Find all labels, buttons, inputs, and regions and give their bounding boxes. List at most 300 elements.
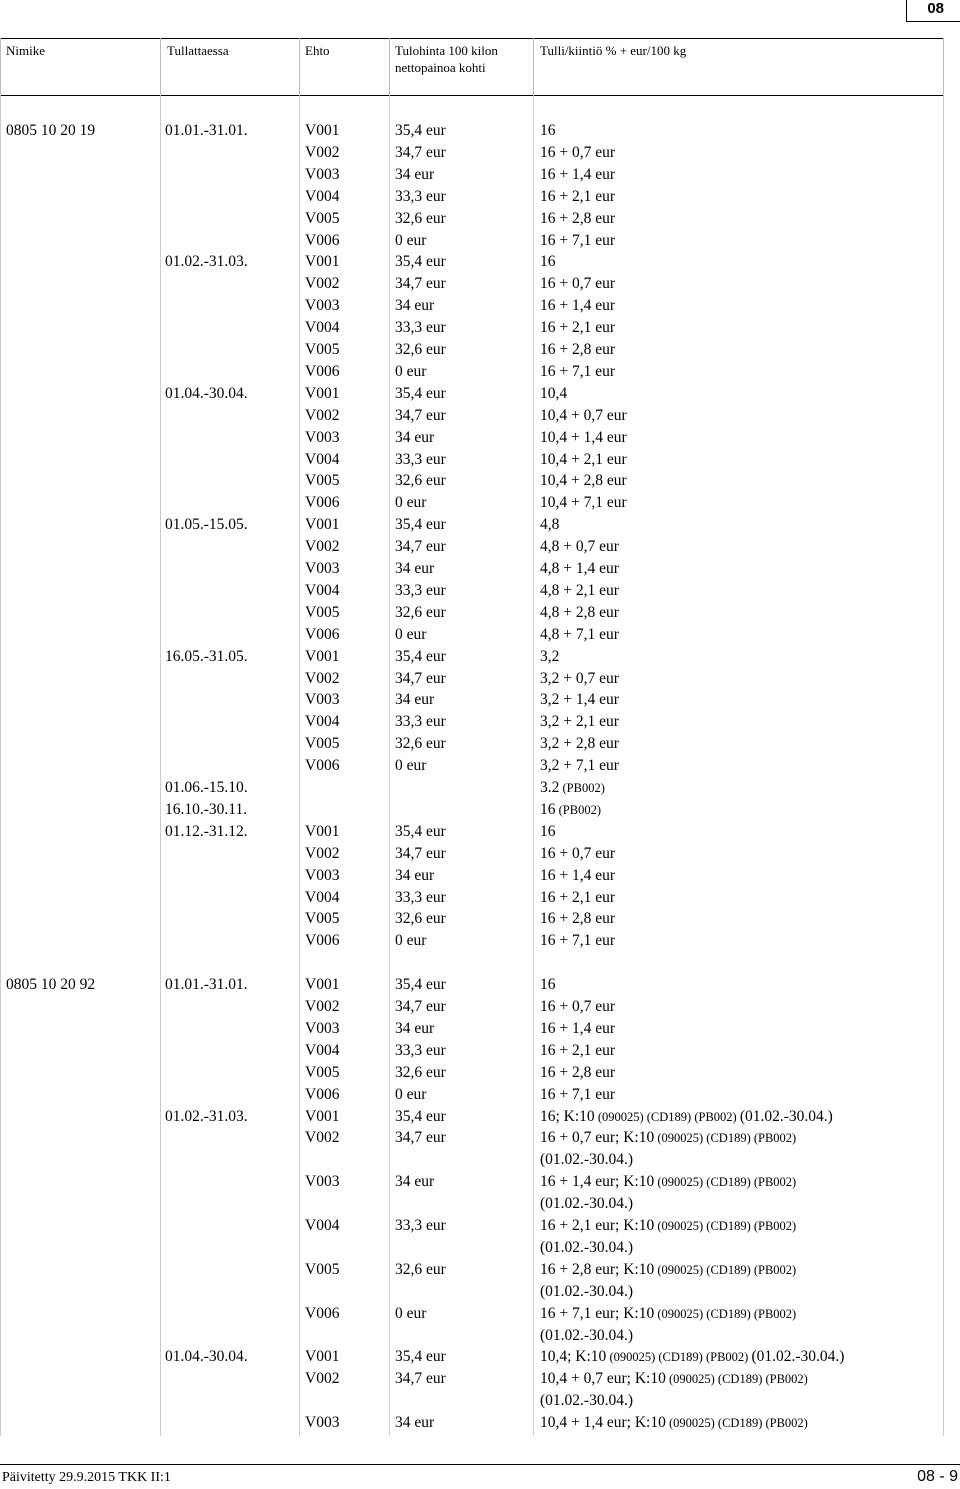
table-row xyxy=(0,251,944,273)
tariff-table xyxy=(0,96,944,1436)
duty-cell xyxy=(540,668,619,690)
entry-price-cell: 35,4 eur xyxy=(395,384,446,402)
period-cell: 01.02.-31.03. xyxy=(165,253,248,271)
table-row xyxy=(0,799,944,821)
table-row xyxy=(0,1281,944,1303)
duty-cell xyxy=(540,1193,633,1215)
duty-cell xyxy=(540,799,601,821)
entry-price-cell: 35,4 eur xyxy=(395,976,446,994)
entry-price-cell: 34,7 eur xyxy=(395,275,446,293)
entry-price-cell: 0 eur xyxy=(395,362,427,380)
duty-cell xyxy=(540,1106,833,1128)
entry-price-cell: 0 eur xyxy=(395,757,427,775)
table-row xyxy=(0,1346,944,1368)
duty-value: 10,4 xyxy=(540,384,568,402)
entry-price-cell: 33,3 eur xyxy=(395,1217,446,1234)
condition-cell: V001 xyxy=(305,1107,340,1125)
duty-cell xyxy=(540,580,619,602)
duty-value: 10,4 + 0,7 eur; K:10 xyxy=(540,1370,666,1388)
condition-cell: V006 xyxy=(305,494,340,512)
entry-price-cell: 33,3 eur xyxy=(395,450,446,468)
duty-value: 16 + 7,1 eur xyxy=(540,932,616,950)
header-divider xyxy=(533,38,534,96)
duty-value: 4,8 + 2,1 eur xyxy=(540,581,619,599)
condition-cell: V005 xyxy=(305,603,340,621)
duty-cell xyxy=(540,843,615,865)
entry-price-cell: 35,4 eur xyxy=(395,1107,446,1125)
duty-value: 16 xyxy=(540,800,556,818)
duty-cell xyxy=(540,405,627,427)
condition-cell: V002 xyxy=(305,998,340,1015)
entry-price-cell: 32,6 eur xyxy=(395,209,446,227)
duty-cell xyxy=(540,514,559,536)
entry-price-cell: 33,3 eur xyxy=(395,187,446,205)
condition-cell: V005 xyxy=(305,209,340,227)
duty-value: 4,8 + 2,8 eur xyxy=(540,603,619,621)
table-row xyxy=(0,120,944,142)
entry-price-cell: 0 eur xyxy=(395,231,427,249)
duty-cell xyxy=(540,1040,615,1062)
duty-value: (01.02.-30.04.) xyxy=(540,1282,633,1300)
entry-price-cell: 32,6 eur xyxy=(395,735,446,753)
condition-cell: V002 xyxy=(305,669,340,687)
entry-price-cell: 34 eur xyxy=(395,297,435,315)
condition-cell: V006 xyxy=(305,625,340,643)
table-row xyxy=(0,558,944,580)
duty-value: 10,4 + 1,4 eur; K:10 xyxy=(540,1414,666,1432)
entry-price-cell: 0 eur xyxy=(395,1304,427,1322)
header-divider xyxy=(299,38,300,96)
table-row xyxy=(0,536,944,558)
duty-value: (01.02.-30.04.) xyxy=(540,1195,633,1213)
table-row xyxy=(0,1303,944,1325)
duty-value: 3,2 + 2,1 eur xyxy=(540,713,619,731)
duty-value: 3,2 + 1,4 eur xyxy=(540,691,619,709)
table-row xyxy=(0,1062,944,1084)
duty-value: (01.02.-30.04.) xyxy=(540,1326,633,1344)
entry-price-cell: 35,4 eur xyxy=(395,253,446,271)
condition-cell: V002 xyxy=(305,1129,340,1147)
condition-cell: V005 xyxy=(305,735,340,753)
duty-cell xyxy=(540,273,615,295)
condition-cell: V005 xyxy=(305,1260,340,1278)
condition-cell: V003 xyxy=(305,866,340,884)
duty-codes: (090025) (CD189) (PB002) xyxy=(654,1219,797,1233)
table-row xyxy=(0,514,944,536)
table-row xyxy=(0,624,944,646)
duty-value: (01.02.-30.04.) xyxy=(540,1151,633,1169)
condition-cell: V006 xyxy=(305,231,340,249)
duty-cell xyxy=(540,536,619,558)
col-header-ehto: Ehto xyxy=(305,43,330,58)
header-divider xyxy=(389,38,390,96)
duty-value: (01.02.-30.04.) xyxy=(540,1392,633,1410)
duty-cell xyxy=(540,974,556,996)
duty-value: 3,2 + 7,1 eur xyxy=(540,757,619,775)
chapter-number: 08 xyxy=(906,0,960,22)
duty-cell xyxy=(540,470,627,492)
duty-value: 3,2 + 2,8 eur xyxy=(540,735,619,753)
duty-value: 16 xyxy=(540,122,556,139)
duty-cell xyxy=(540,186,615,208)
duty-value: 4,8 + 7,1 eur xyxy=(540,625,619,643)
condition-cell: V006 xyxy=(305,757,340,775)
duty-cell xyxy=(540,449,627,471)
duty-value: 16 + 2,1 eur; K:10 xyxy=(540,1217,655,1234)
duty-cell xyxy=(540,908,615,930)
duty-cell xyxy=(540,646,559,668)
duty-value: 16 + 0,7 eur xyxy=(540,844,616,862)
duty-value: 3,2 + 0,7 eur xyxy=(540,669,619,687)
duty-codes: (PB002) xyxy=(559,781,605,795)
entry-price-cell: 32,6 eur xyxy=(395,1260,446,1278)
condition-cell: V002 xyxy=(305,275,340,293)
entry-price-cell: 32,6 eur xyxy=(395,1063,446,1081)
duty-cell xyxy=(540,120,556,142)
duty-value: 16 + 7,1 eur xyxy=(540,1085,616,1103)
table-row xyxy=(0,668,944,690)
duty-value: 16 + 2,1 eur xyxy=(540,888,616,906)
duty-cell xyxy=(540,930,615,952)
period-cell: 01.05.-15.05. xyxy=(165,516,248,534)
duty-value: 16 + 1,4 eur xyxy=(540,1019,616,1037)
duty-cell xyxy=(540,230,615,252)
period-cell: 01.04.-30.04. xyxy=(165,1348,248,1366)
duty-cell xyxy=(540,1237,633,1259)
nimike-cell: 0805 10 20 19 xyxy=(6,122,96,139)
col-header-tulli: Tulli/kiintiö % + eur/100 kg xyxy=(540,43,687,58)
table-row xyxy=(0,1390,944,1412)
table-row xyxy=(0,186,944,208)
table-row xyxy=(0,1106,944,1128)
duty-value: (01.02.-30.04.) xyxy=(540,1238,633,1256)
table-row xyxy=(0,930,944,952)
table-row xyxy=(0,1237,944,1259)
duty-cell xyxy=(540,1281,633,1303)
condition-cell: V004 xyxy=(305,713,340,731)
header-top-rule xyxy=(0,38,944,39)
table-row xyxy=(0,974,944,996)
duty-value: 16 + 7,1 eur xyxy=(540,362,616,380)
condition-cell: V003 xyxy=(305,428,340,446)
duty-period: (01.02.-30.04.) xyxy=(739,1107,833,1125)
duty-codes: (090025) (CD189) (PB002) xyxy=(654,1175,797,1190)
condition-cell: V001 xyxy=(305,384,340,402)
table-row xyxy=(0,273,944,295)
table-row xyxy=(0,427,944,449)
table-row xyxy=(0,1193,944,1215)
period-cell: 01.02.-31.03. xyxy=(165,1107,248,1125)
condition-cell: V002 xyxy=(305,538,340,556)
condition-cell: V001 xyxy=(305,822,340,840)
page-footer xyxy=(0,1464,960,1488)
table-row xyxy=(0,646,944,668)
table-row xyxy=(0,777,944,799)
condition-cell: V004 xyxy=(305,1217,340,1234)
table-row xyxy=(0,1215,944,1237)
condition-cell: V002 xyxy=(305,406,340,424)
duty-cell xyxy=(540,1412,808,1434)
duty-cell xyxy=(540,383,567,405)
condition-cell: V004 xyxy=(305,319,340,337)
duty-cell xyxy=(540,339,615,361)
duty-value: 16 + 0,7 eur xyxy=(540,275,616,293)
duty-value: 16 + 1,4 eur xyxy=(540,297,616,315)
duty-codes: (PB002) xyxy=(555,802,601,817)
header-divider xyxy=(0,38,1,96)
duty-cell xyxy=(540,317,615,339)
duty-cell xyxy=(540,755,619,777)
entry-price-cell: 33,3 eur xyxy=(395,713,446,731)
duty-cell xyxy=(540,1368,808,1390)
table-row xyxy=(0,996,944,1018)
table-row xyxy=(0,711,944,733)
entry-price-cell: 34,7 eur xyxy=(395,1129,446,1147)
duty-codes: (090025) (CD189) (PB002) xyxy=(606,1350,752,1365)
duty-value: 10,4; K:10 xyxy=(540,1348,607,1366)
condition-cell: V005 xyxy=(305,472,340,490)
table-row xyxy=(0,1171,944,1193)
duty-value: 16 xyxy=(540,976,556,994)
duty-value: 16 + 7,1 eur; K:10 xyxy=(540,1304,655,1322)
duty-value: 16 + 0,7 eur xyxy=(540,143,616,161)
entry-price-cell: 34 eur xyxy=(395,560,435,577)
entry-price-cell: 35,4 eur xyxy=(395,516,446,534)
table-row xyxy=(0,1368,944,1390)
condition-cell: V002 xyxy=(305,844,340,862)
table-row xyxy=(0,843,944,865)
entry-price-cell: 33,3 eur xyxy=(395,888,446,906)
entry-price-cell: 0 eur xyxy=(395,932,427,950)
entry-price-cell: 34,7 eur xyxy=(395,998,446,1015)
duty-value: 16; K:10 xyxy=(540,1107,595,1125)
duty-cell xyxy=(540,295,615,317)
table-row xyxy=(0,1325,944,1347)
duty-value: 16 + 2,8 eur xyxy=(540,1063,616,1081)
col-header-tulohinta: Tulohinta 100 kilon nettopainoa kohti xyxy=(395,43,498,75)
entry-price-cell: 35,4 eur xyxy=(395,647,446,665)
entry-price-cell: 34 eur xyxy=(395,691,435,709)
condition-cell: V002 xyxy=(305,1370,340,1388)
condition-cell: V003 xyxy=(305,165,340,183)
period-cell: 01.01.-31.01. xyxy=(165,976,248,994)
condition-cell: V002 xyxy=(305,143,340,161)
duty-value: 10,4 + 2,1 eur xyxy=(540,450,627,468)
condition-cell: V001 xyxy=(305,976,340,994)
table-row xyxy=(0,602,944,624)
table-row xyxy=(0,865,944,887)
duty-cell xyxy=(540,602,619,624)
duty-cell xyxy=(540,1018,615,1040)
entry-price-cell: 34,7 eur xyxy=(395,844,446,862)
entry-price-cell: 34 eur xyxy=(395,866,435,884)
entry-price-cell: 34 eur xyxy=(395,428,435,446)
nimike-cell: 0805 10 20 92 xyxy=(6,976,96,994)
entry-price-cell: 35,4 eur xyxy=(395,122,446,139)
entry-price-cell: 32,6 eur xyxy=(395,603,446,621)
duty-codes: (090025) (CD189) (PB002) xyxy=(654,1306,797,1321)
entry-price-cell: 34,7 eur xyxy=(395,143,446,161)
duty-cell xyxy=(540,865,615,887)
condition-cell: V004 xyxy=(305,888,340,906)
entry-price-cell: 34 eur xyxy=(395,1414,435,1432)
duty-cell xyxy=(540,164,615,186)
table-header xyxy=(0,38,944,96)
duty-value: 16 + 2,1 eur xyxy=(540,319,616,337)
table-row xyxy=(0,1040,944,1062)
duty-cell xyxy=(540,711,619,733)
condition-cell: V006 xyxy=(305,932,340,950)
duty-value: 16 + 7,1 eur xyxy=(540,231,616,249)
condition-cell: V004 xyxy=(305,581,340,599)
condition-cell: V001 xyxy=(305,1348,340,1366)
duty-value: 16 + 1,4 eur; K:10 xyxy=(540,1173,655,1191)
table-row xyxy=(0,470,944,492)
entry-price-cell: 32,6 eur xyxy=(395,910,446,928)
period-cell: 01.04.-30.04. xyxy=(165,384,248,402)
table-row xyxy=(0,1127,944,1149)
duty-cell xyxy=(540,492,627,514)
duty-value: 3,2 xyxy=(540,647,560,665)
duty-codes: (090025) (CD189) (PB002) xyxy=(594,1109,740,1124)
duty-value: 16 + 2,1 eur xyxy=(540,1041,616,1059)
entry-price-cell: 34,7 eur xyxy=(395,669,446,687)
duty-cell xyxy=(540,142,615,164)
condition-cell: V001 xyxy=(305,253,340,271)
period-cell: 01.01.-31.01. xyxy=(165,122,248,139)
condition-cell: V003 xyxy=(305,297,340,315)
duty-cell xyxy=(540,1062,615,1084)
condition-cell: V004 xyxy=(305,187,340,205)
col-header-tullattaessa: Tullattaessa xyxy=(167,43,229,58)
table-row xyxy=(0,230,944,252)
duty-codes: (090025) (CD189) (PB002) xyxy=(665,1416,808,1431)
entry-price-cell: 34,7 eur xyxy=(395,406,446,424)
period-cell: 01.12.-31.12. xyxy=(165,822,248,840)
duty-cell xyxy=(540,208,615,230)
condition-cell: V004 xyxy=(305,1041,340,1059)
duty-value: 10,4 + 1,4 eur xyxy=(540,428,627,446)
duty-value: 3.2 xyxy=(540,779,560,796)
header-divider xyxy=(943,38,944,96)
duty-cell xyxy=(540,361,615,383)
duty-cell xyxy=(540,821,556,843)
table-row xyxy=(0,1412,944,1434)
period-cell: 01.06.-15.10. xyxy=(165,779,248,796)
condition-cell: V003 xyxy=(305,560,340,577)
condition-cell: V003 xyxy=(305,1414,340,1432)
duty-cell xyxy=(540,624,619,646)
table-row xyxy=(0,295,944,317)
duty-cell xyxy=(540,1171,796,1193)
duty-cell xyxy=(540,1325,633,1347)
duty-cell xyxy=(540,1390,633,1412)
entry-price-cell: 0 eur xyxy=(395,1085,427,1103)
duty-cell xyxy=(540,1149,633,1171)
duty-cell xyxy=(540,1215,796,1237)
duty-value: 16 + 2,8 eur xyxy=(540,209,616,227)
table-row xyxy=(0,908,944,930)
duty-cell xyxy=(540,1303,796,1325)
condition-cell: V001 xyxy=(305,516,340,534)
table-row xyxy=(0,887,944,909)
entry-price-cell: 34,7 eur xyxy=(395,538,446,556)
condition-cell: V005 xyxy=(305,341,340,358)
table-row xyxy=(0,1149,944,1171)
duty-value: 4,8 xyxy=(540,516,560,534)
duty-value: 16 + 2,8 eur xyxy=(540,910,616,928)
duty-codes: (090025) (CD189) (PB002) xyxy=(654,1131,797,1146)
duty-value: 16 xyxy=(540,253,556,271)
table-row xyxy=(0,208,944,230)
duty-value: 10,4 + 2,8 eur xyxy=(540,472,627,490)
entry-price-cell: 0 eur xyxy=(395,494,427,512)
entry-price-cell: 34 eur xyxy=(395,1173,435,1191)
duty-codes: (090025) (CD189) (PB002) xyxy=(654,1262,797,1277)
table-row xyxy=(0,821,944,843)
table-row xyxy=(0,689,944,711)
condition-cell: V006 xyxy=(305,1304,340,1322)
duty-cell xyxy=(540,733,619,755)
table-row xyxy=(0,1259,944,1281)
table-row xyxy=(0,492,944,514)
entry-price-cell: 34 eur xyxy=(395,1019,435,1037)
table-row xyxy=(0,317,944,339)
duty-cell xyxy=(540,1127,796,1149)
duty-value: 16 + 2,8 eur xyxy=(540,341,616,358)
entry-price-cell: 33,3 eur xyxy=(395,319,446,337)
period-cell: 16.10.-30.11. xyxy=(165,800,248,818)
table-row xyxy=(0,164,944,186)
duty-value: 10,4 + 7,1 eur xyxy=(540,494,627,512)
duty-cell xyxy=(540,1259,796,1281)
table-row xyxy=(0,449,944,471)
page-number: 08 - 9 xyxy=(917,1468,958,1485)
entry-price-cell: 32,6 eur xyxy=(395,472,446,490)
duty-value: 16 + 2,1 eur xyxy=(540,187,616,205)
condition-cell: V004 xyxy=(305,450,340,468)
duty-value: 10,4 + 0,7 eur xyxy=(540,406,627,424)
table-row xyxy=(0,733,944,755)
duty-period: (01.02.-30.04.) xyxy=(751,1348,845,1366)
table-row xyxy=(0,361,944,383)
entry-price-cell: 35,4 eur xyxy=(395,822,446,840)
entry-price-cell: 33,3 eur xyxy=(395,581,446,599)
duty-value: 4,8 + 1,4 eur xyxy=(540,560,619,577)
entry-price-cell: 34,7 eur xyxy=(395,1370,446,1388)
col-header-nimike: Nimike xyxy=(6,43,45,58)
duty-value: 16 + 0,7 eur; K:10 xyxy=(540,1129,655,1147)
footer-rule xyxy=(0,1464,960,1465)
table-row xyxy=(0,339,944,361)
condition-cell: V003 xyxy=(305,1019,340,1037)
duty-cell xyxy=(540,887,615,909)
table-row xyxy=(0,383,944,405)
updated-date: Päivitetty 29.9.2015 TKK II:1 xyxy=(2,1470,171,1485)
condition-cell: V001 xyxy=(305,647,340,665)
duty-value: 4,8 + 0,7 eur xyxy=(540,538,619,556)
entry-price-cell: 34 eur xyxy=(395,165,435,183)
duty-cell xyxy=(540,777,605,799)
table-row xyxy=(0,755,944,777)
period-cell: 16.05.-31.05. xyxy=(165,647,248,665)
duty-cell xyxy=(540,251,556,273)
entry-price-cell: 0 eur xyxy=(395,625,427,643)
duty-value: 16 + 2,8 eur; K:10 xyxy=(540,1260,655,1278)
duty-value: 16 + 1,4 eur xyxy=(540,165,616,183)
duty-codes: (090025) (CD189) (PB002) xyxy=(665,1372,808,1387)
duty-value: 16 + 1,4 eur xyxy=(540,866,616,884)
